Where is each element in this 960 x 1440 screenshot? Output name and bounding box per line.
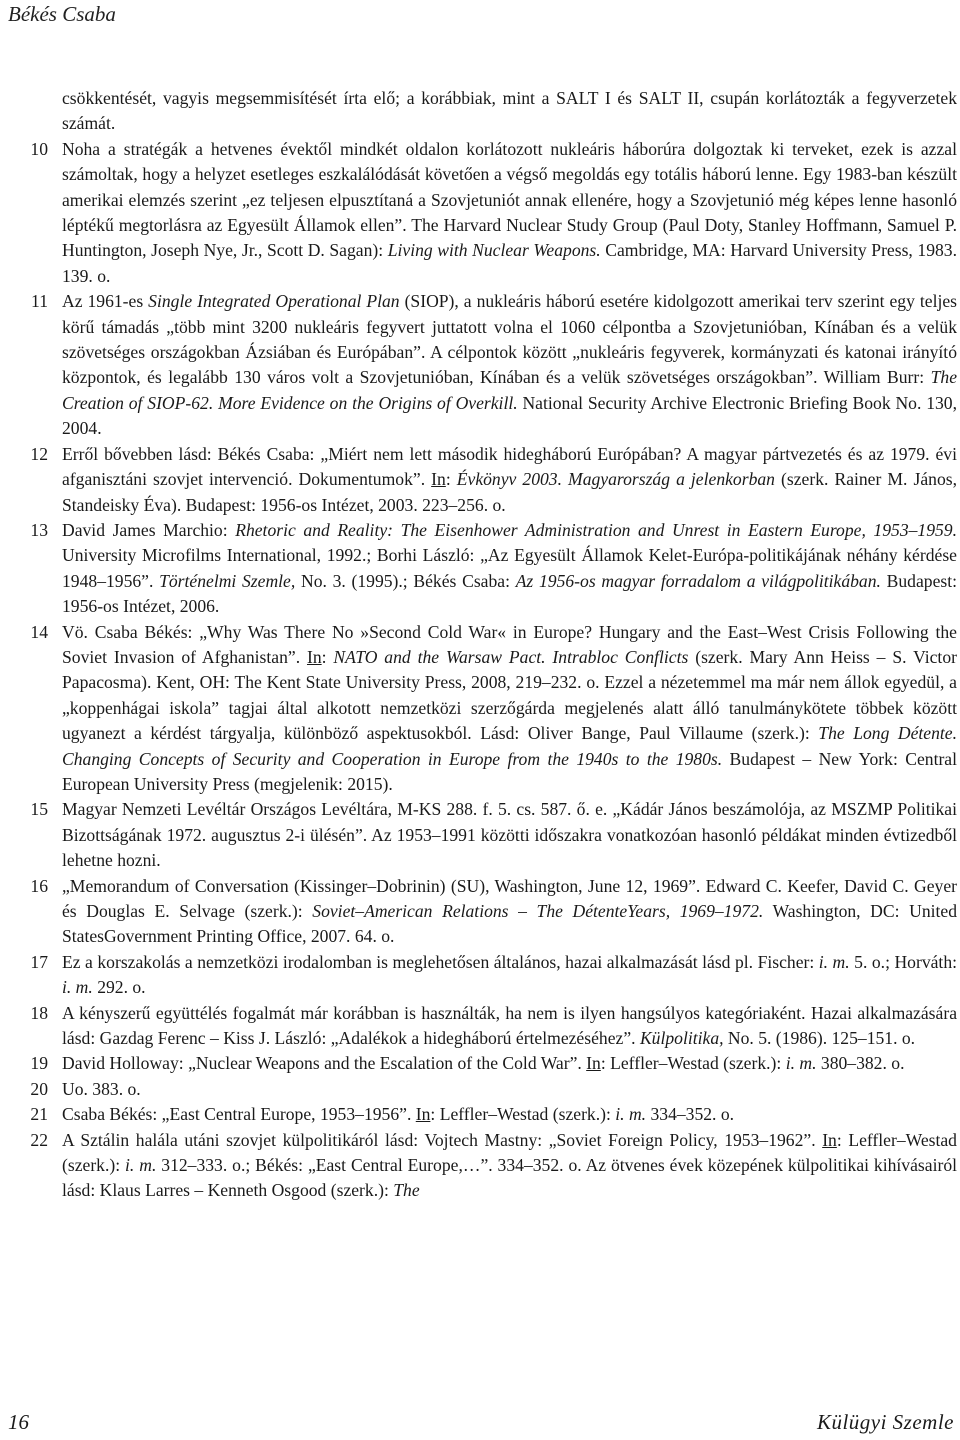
journal-name: Külügyi Szemle xyxy=(816,1410,954,1434)
text-run: Washington, DC: United StatesGovernment Printing Office, 2007. 64. o. xyxy=(62,901,957,947)
text-run: 292. o. xyxy=(92,977,146,998)
italic-title: Évkönyv 2003. Magyarország a jelenkorban xyxy=(456,469,775,490)
italic-title: Rhetoric and Reality: The Eisenhower Administration and Unrest in Eastern Europe, 1953–1959. xyxy=(235,519,957,540)
in-marker: In xyxy=(822,1129,837,1150)
text-run: (SIOP), a nukleáris háború esetére kidolgozott amerikai terv szerint egy teljes körű támadás „több mint 3200 nukleáris fegyvert juttatott volna el 1060 célpontba a Szovjetunióban, Kínában és a velük szövetséges országokban Ázsiában és Európában”. A célpontok között „nukleáris fegyverek, kormányzati és katonai irányító központok, és legalább 130 város volt a Szovjetunióban, Kínában és a velük szövetséges országokban”. William Burr: xyxy=(62,291,957,388)
footnote-text xyxy=(62,952,957,997)
footnote-number: 18 xyxy=(30,1002,48,1023)
footnotes xyxy=(22,86,957,1204)
italic-title: i. m. xyxy=(818,951,850,972)
footnote xyxy=(22,620,957,798)
text-run: : xyxy=(321,646,334,667)
text-run: Erről bővebben lásd: Békés Csaba: „Miért nem lett második hidegháború Európában? A magyar pártvezetés és az 1979. évi afganisztáni szovjet intervenció. Dokumentumok”. xyxy=(62,443,957,490)
text-run: A kényszerű együttélés fogalmát már korábban is használták, ha nem is ilyen hangsúlyos kategóriaként. Hazai alkalmazására lásd: Gazdag Ferenc – Kiss J. László: „Adalékok a hidegháború értelmezéséhez”. xyxy=(62,1002,957,1049)
italic-title: Soviet–American Relations – The DétenteYears, 1969–1972. xyxy=(312,901,764,921)
footnote-text xyxy=(62,88,957,133)
text-run: (szerk. Rainer M. János, Standeisky Éva). Budapest: 1956-os Intézet, 2003. 223–256. o. xyxy=(62,469,957,515)
footnote-text xyxy=(62,1053,904,1073)
footnote-text xyxy=(62,444,957,515)
text-run: 312–333. o.; Békés: „East Central Europe,…”. 334–352. o. Az ötvenes évek közepének külpolitikai kihívásairól lásd: Klaus Larres – Kenneth Osgood (szerk.): xyxy=(62,1155,957,1201)
text-run: Ez a korszakolás a nemzetközi irodalomban is meglehetősen általános, hazai alkalmazását lásd pl. Fischer: xyxy=(62,951,819,972)
in-marker: In xyxy=(431,469,446,490)
text-run: University Microfilms International, 1992.; Borhi László: „Az Egyesült Államok Kelet-Európa-politikájának néhány kérdése 1948–1956”. xyxy=(62,545,957,591)
italic-title: i. m. xyxy=(125,1155,157,1176)
text-run: : Leffler–Westad (szerk.): xyxy=(430,1104,616,1125)
footnote xyxy=(22,950,957,1001)
text-run: (szerk. Mary Ann Heiss – S. Victor Papacosma). Kent, OH: The Kent State University Press, 2008, 219–232. o. Ezzel a nézetemmel ma már nem állok egyedül, a „koppenhágai iskola” tagjai által alkotott nemzetközi szerzőgárda megjelenés alatt álló tanulmánykötete többek között ugyanezt a kérdést tárgyalja, különböző aspektusokból. Lásd: Oliver Bange, Paul Villaume (szerk.): xyxy=(62,646,957,744)
footnote-number: 15 xyxy=(30,799,48,820)
italic-title: The Creation of SIOP-62. More Evidence on the Origins of Overkill. xyxy=(62,367,957,413)
text-run: A Sztálin halála utáni szovjet külpolitikáról lásd: Vojtech Mastny: „Soviet Foreign Policy, 1953–1962”. xyxy=(62,1129,823,1150)
footnote-number: 13 xyxy=(30,519,48,540)
text-run: No. 5. (1986). 125–151. o. xyxy=(723,1028,916,1049)
italic-title: Living with Nuclear Weapons. xyxy=(387,240,601,261)
footnote xyxy=(22,289,957,441)
footnote xyxy=(22,1128,957,1204)
text-run: „Memorandum of Conversation (Kissinger–Dobrinin) (SU), Washington, June 12, 1969”. Edward C. Keefer, David C. Geyer és Douglas E. Selvage (szerk.): xyxy=(62,875,957,921)
footnote-text xyxy=(62,799,957,870)
footnote-number: 12 xyxy=(30,443,48,464)
text-run: : xyxy=(445,469,457,490)
footnote xyxy=(22,1102,957,1127)
footnote-number: 10 xyxy=(30,138,48,159)
footnote xyxy=(22,137,957,289)
footnote-text xyxy=(62,876,957,947)
footnote-number: 21 xyxy=(30,1104,48,1125)
text-run: Csaba Békés: „East Central Europe, 1953–1956”. xyxy=(62,1104,416,1125)
footnote xyxy=(22,1001,957,1052)
page-number: 16 xyxy=(8,1410,29,1434)
italic-title: Külpolitika, xyxy=(639,1028,724,1049)
text-run: 5. o.; Horváth: xyxy=(849,951,958,972)
italic-title: i. m. xyxy=(785,1053,817,1074)
text-run: Vö. Csaba Békés: „Why Was There No »Second Cold War« in Europe? Hungary and the East–West Crisis Following the Soviet Invasion of Afghanistan”. xyxy=(62,621,957,667)
text-run: Noha a stratégák a hetvenes évektől mindkét oldalon korlátozott nukleáris háborúra dolgoztak ki terveket, ezek is azzal számoltak, hogy a helyzet esetleges eszkalálódását követően a végső megoldás egy totális háború lenne. Egy 1983-ban készült amerikai elemzés szerint „ez teljesen elpusztítaná a Szovjetuniót annak ellenére, hogy a Szovjetunió még képes lenne hasonló léptékű megtorlásra az Egyesült Államok ellen”. The Harvard Nuclear Study Group (Paul Doty, Stanley Hoffmann, Samuel P. Huntington, Joseph Nye, Jr., Scott D. Sagan): xyxy=(62,138,957,261)
footnote-number: 14 xyxy=(30,621,48,642)
footnote xyxy=(22,442,957,518)
footnote-number: 22 xyxy=(30,1129,48,1150)
text-run: : Leffler–Westad (szerk.): xyxy=(62,1129,957,1176)
footnote-text xyxy=(62,1104,734,1124)
text-run: 334–352. o. xyxy=(646,1104,735,1125)
footnote-text xyxy=(62,1079,141,1099)
text-run: Magyar Nemzeti Levéltár Országos Levéltára, M-KS 288. f. 5. cs. 587. ő. e. „Kádár János beszámolója, az MSZMP Politikai Bizottságának 1972. augusztus 2-i ülésén”. Az 1953–1991 közötti időszakra vonatkozóan hasonló példákat minden évtizedből lehetne hozni. xyxy=(62,799,957,871)
footnote-text xyxy=(62,139,957,286)
italic-title: NATO and the Warsaw Pact. Intrabloc Conflicts xyxy=(333,646,689,667)
in-marker: In xyxy=(415,1104,431,1125)
footnote-text xyxy=(62,1130,957,1201)
footnote xyxy=(22,1077,957,1102)
italic-title: Történelmi Szemle, xyxy=(159,570,296,591)
footnote xyxy=(22,518,957,620)
in-marker: In xyxy=(306,646,322,667)
text-run: Budapest – New York: Central European University Press (megjelenik: 2015). xyxy=(62,748,958,794)
footnote-number: 19 xyxy=(30,1053,48,1074)
footnote xyxy=(22,1051,957,1076)
italic-title: Az 1956-os magyar forradalom a világpolitikában. xyxy=(515,570,881,591)
text-run: 380–382. o. xyxy=(816,1053,905,1074)
text-run: No. 3. (1995).; Békés Csaba: xyxy=(295,570,516,591)
footnote-text xyxy=(62,291,957,438)
text-run: Uo. 383. o. xyxy=(62,1078,141,1099)
italic-title: The Long Détente. Changing Concepts of Security and Cooperation in Europe from the 1940s to the 1980s. xyxy=(62,723,958,769)
text-run: Cambridge, MA: Harvard University Press, 1983. 139. o. xyxy=(62,240,957,286)
text-run: David Holloway: „Nuclear Weapons and the Escalation of the Cold War”. xyxy=(62,1053,587,1074)
footnote-text xyxy=(62,520,957,616)
in-marker: In xyxy=(586,1053,601,1074)
footnote-number: 17 xyxy=(30,951,48,972)
footnote xyxy=(22,797,957,873)
footnote-number: 20 xyxy=(30,1078,48,1099)
italic-title: Single Integrated Operational Plan xyxy=(148,291,400,312)
text-run: Budapest: 1956-os Intézet, 2006. xyxy=(62,570,958,617)
italic-title: i. m. xyxy=(62,977,93,998)
running-head: Békés Csaba xyxy=(8,2,116,26)
footnote xyxy=(22,86,957,137)
italic-title: i. m. xyxy=(615,1104,647,1125)
footnote-text xyxy=(62,1003,957,1048)
text-run: csökkentését, vagyis megsemmisítését írta elő; a korábbiak, mint a SALT I és SALT II, csupán korlátozták a fegyverzetek számát. xyxy=(62,88,957,134)
italic-title: The xyxy=(393,1180,420,1201)
footnote-number: 16 xyxy=(30,875,48,896)
text-run: Az 1961-es xyxy=(62,291,149,312)
footnote-number: 11 xyxy=(31,291,48,312)
text-run: National Security Archive Electronic Briefing Book No. 130, 2004. xyxy=(62,392,957,439)
footnote-text xyxy=(62,622,957,794)
text-run: David James Marchio: xyxy=(62,519,236,540)
footnote xyxy=(22,874,957,950)
text-run: : Leffler–Westad (szerk.): xyxy=(600,1053,786,1074)
